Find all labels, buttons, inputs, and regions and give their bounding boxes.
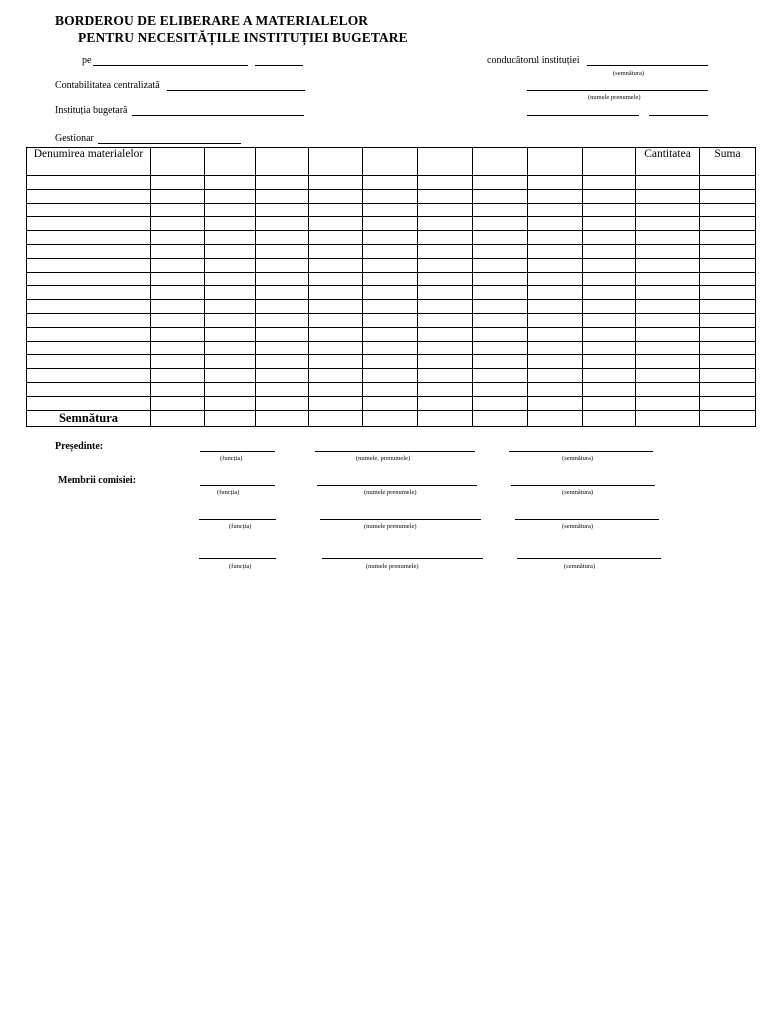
table-cell[interactable] [583, 217, 636, 231]
table-cell[interactable] [418, 369, 473, 383]
membru3-functia-field[interactable] [199, 558, 276, 559]
conducator-semnatura-caption: (semnătura) [613, 70, 645, 77]
table-cell[interactable] [363, 244, 418, 258]
signature-cell[interactable] [583, 410, 636, 426]
table-cell[interactable] [700, 313, 756, 327]
table-cell[interactable] [256, 176, 309, 190]
table-cell[interactable] [473, 369, 528, 383]
membru2-nume-caption: (numele prenumele) [364, 523, 417, 530]
membrii-label: Membrii comisiei: [58, 475, 137, 486]
presedinte-functia-field[interactable] [200, 451, 275, 452]
table-cell[interactable] [27, 327, 151, 341]
signature-cell[interactable] [363, 410, 418, 426]
table-cell[interactable] [27, 272, 151, 286]
table-cell[interactable] [700, 396, 756, 410]
table-cell[interactable] [151, 217, 205, 231]
table-cell[interactable] [636, 382, 700, 396]
header-col-4 [256, 148, 309, 176]
table-cell[interactable] [256, 272, 309, 286]
table-cell[interactable] [473, 355, 528, 369]
signature-cell[interactable] [205, 410, 256, 426]
table-cell[interactable] [309, 189, 363, 203]
header-col-8 [473, 148, 528, 176]
membru2-functia-field[interactable] [199, 519, 276, 520]
table-cell[interactable] [583, 355, 636, 369]
table-cell[interactable] [583, 244, 636, 258]
table-cell[interactable] [636, 341, 700, 355]
table-cell[interactable] [418, 189, 473, 203]
table-cell[interactable] [205, 217, 256, 231]
table-cell[interactable] [27, 286, 151, 300]
table-cell[interactable] [363, 396, 418, 410]
table-cell[interactable] [309, 369, 363, 383]
signature-cell[interactable] [256, 410, 309, 426]
table-cell[interactable] [583, 396, 636, 410]
table-cell[interactable] [151, 286, 205, 300]
table-cell[interactable] [418, 272, 473, 286]
pe-number-field[interactable] [255, 65, 303, 66]
table-cell[interactable] [583, 300, 636, 314]
table-cell[interactable] [363, 300, 418, 314]
header-suma: Suma [700, 148, 756, 176]
table-row [27, 231, 756, 245]
table-cell[interactable] [700, 203, 756, 217]
table-cell[interactable] [473, 396, 528, 410]
table-cell[interactable] [205, 272, 256, 286]
table-row [27, 244, 756, 258]
table-cell[interactable] [473, 272, 528, 286]
table-row [27, 369, 756, 383]
table-cell[interactable] [309, 272, 363, 286]
signature-row [27, 410, 756, 426]
table-cell[interactable] [583, 189, 636, 203]
membru2-nume-field[interactable] [320, 519, 481, 520]
table-row [27, 355, 756, 369]
table-cell[interactable] [27, 203, 151, 217]
table-cell[interactable] [205, 244, 256, 258]
table-cell[interactable] [256, 341, 309, 355]
presedinte-label: Președinte: [55, 441, 104, 452]
conducator-numele-caption: (numele prenumele) [588, 94, 641, 101]
table-cell[interactable] [418, 396, 473, 410]
membru3-nume-caption: (numele prenumele) [366, 563, 419, 570]
table-cell[interactable] [256, 258, 309, 272]
table-cell[interactable] [205, 355, 256, 369]
header-col-5 [309, 148, 363, 176]
table-cell[interactable] [309, 244, 363, 258]
table-cell[interactable] [636, 244, 700, 258]
table-cell[interactable] [27, 369, 151, 383]
table-cell[interactable] [309, 396, 363, 410]
right-field-a[interactable] [527, 115, 639, 116]
table-cell[interactable] [27, 382, 151, 396]
table-cell[interactable] [700, 300, 756, 314]
table-cell[interactable] [418, 176, 473, 190]
table-cell[interactable] [27, 244, 151, 258]
table-cell[interactable] [473, 203, 528, 217]
table-cell[interactable] [700, 369, 756, 383]
table-row [27, 176, 756, 190]
table-row [27, 327, 756, 341]
table-cell[interactable] [418, 341, 473, 355]
table-cell[interactable] [256, 327, 309, 341]
table-cell[interactable] [583, 341, 636, 355]
table-cell[interactable] [473, 341, 528, 355]
table-cell[interactable] [256, 313, 309, 327]
table-cell[interactable] [473, 189, 528, 203]
table-cell[interactable] [528, 258, 583, 272]
table-cell[interactable] [256, 244, 309, 258]
table-cell[interactable] [473, 300, 528, 314]
materials-table [26, 147, 756, 427]
membru2-functia-caption: (funcția) [229, 523, 252, 530]
table-cell[interactable] [205, 189, 256, 203]
table-cell[interactable] [256, 189, 309, 203]
presedinte-nume-caption: (numele, prenumele) [356, 455, 411, 462]
table-row [27, 189, 756, 203]
table-cell[interactable] [528, 244, 583, 258]
table-cell[interactable] [418, 258, 473, 272]
table-cell[interactable] [309, 341, 363, 355]
table-cell[interactable] [151, 203, 205, 217]
table-cell[interactable] [309, 300, 363, 314]
signature-cell[interactable] [151, 410, 205, 426]
signature-cell[interactable] [700, 410, 756, 426]
table-cell[interactable] [151, 300, 205, 314]
table-cell[interactable] [473, 176, 528, 190]
table-cell[interactable] [309, 313, 363, 327]
conducator-name-field[interactable] [527, 90, 708, 91]
membru1-nume-caption: (numele prenumele) [364, 489, 417, 496]
table-cell[interactable] [473, 231, 528, 245]
table-cell[interactable] [27, 396, 151, 410]
table-cell[interactable] [528, 176, 583, 190]
table-cell[interactable] [363, 327, 418, 341]
presedinte-semnatura-field[interactable] [509, 451, 653, 452]
table-cell[interactable] [363, 313, 418, 327]
table-cell[interactable] [528, 382, 583, 396]
header-col-6 [363, 148, 418, 176]
table-cell[interactable] [205, 396, 256, 410]
table-cell[interactable] [636, 286, 700, 300]
table-row [27, 203, 756, 217]
table-cell[interactable] [151, 341, 205, 355]
table-cell[interactable] [205, 313, 256, 327]
table-cell[interactable] [205, 176, 256, 190]
table-cell[interactable] [636, 189, 700, 203]
table-cell[interactable] [256, 217, 309, 231]
table-cell[interactable] [27, 189, 151, 203]
table-cell[interactable] [418, 313, 473, 327]
table-cell[interactable] [256, 300, 309, 314]
table-row [27, 300, 756, 314]
table-cell[interactable] [636, 313, 700, 327]
table-cell[interactable] [309, 286, 363, 300]
table-cell[interactable] [363, 382, 418, 396]
table-cell[interactable] [151, 313, 205, 327]
table-cell[interactable] [700, 341, 756, 355]
table-cell[interactable] [27, 300, 151, 314]
membru1-functia-field[interactable] [200, 485, 275, 486]
table-cell[interactable] [528, 286, 583, 300]
table-row [27, 272, 756, 286]
presedinte-nume-field[interactable] [315, 451, 475, 452]
signature-cell[interactable] [528, 410, 583, 426]
table-cell[interactable] [256, 355, 309, 369]
table-cell[interactable] [309, 327, 363, 341]
table-cell[interactable] [309, 382, 363, 396]
document-title-line1: BORDEROU DE ELIBERARE A MATERIALELOR [55, 13, 369, 28]
table-cell[interactable] [363, 203, 418, 217]
table-cell[interactable] [309, 203, 363, 217]
table-cell[interactable] [528, 396, 583, 410]
table-cell[interactable] [583, 203, 636, 217]
table-cell[interactable] [418, 300, 473, 314]
table-cell[interactable] [636, 327, 700, 341]
table-cell[interactable] [205, 300, 256, 314]
table-cell[interactable] [151, 244, 205, 258]
table-cell[interactable] [636, 176, 700, 190]
table-cell[interactable] [700, 272, 756, 286]
table-cell[interactable] [528, 355, 583, 369]
table-cell[interactable] [256, 286, 309, 300]
presedinte-functia-caption: (funcția) [220, 455, 243, 462]
table-cell[interactable] [418, 217, 473, 231]
table-cell[interactable] [418, 355, 473, 369]
table-cell[interactable] [636, 272, 700, 286]
institutia-label: Instituția bugetară [55, 105, 128, 116]
table-row [27, 286, 756, 300]
table-cell[interactable] [309, 176, 363, 190]
table-cell[interactable] [528, 272, 583, 286]
table-row [27, 382, 756, 396]
table-cell[interactable] [583, 176, 636, 190]
table-cell[interactable] [418, 382, 473, 396]
table-cell[interactable] [27, 176, 151, 190]
membru3-functia-caption: (funcția) [229, 563, 252, 570]
table-cell[interactable] [418, 231, 473, 245]
contabilitatea-label: Contabilitatea centralizată [55, 80, 160, 91]
table-cell[interactable] [583, 327, 636, 341]
table-cell[interactable] [205, 327, 256, 341]
table-cell[interactable] [583, 313, 636, 327]
presedinte-semnatura-caption: (semnătura) [562, 455, 594, 462]
membru1-functia-caption: (funcția) [217, 489, 240, 496]
pe-label: pe [82, 55, 92, 66]
table-cell[interactable] [151, 396, 205, 410]
table-cell[interactable] [636, 300, 700, 314]
table-row [27, 217, 756, 231]
table-cell[interactable] [309, 217, 363, 231]
table-cell[interactable] [205, 203, 256, 217]
table-cell[interactable] [528, 327, 583, 341]
table-cell[interactable] [27, 355, 151, 369]
contabilitatea-field[interactable] [167, 90, 305, 91]
header-denumirea: Denumirea materialelor [27, 148, 151, 176]
table-cell[interactable] [151, 272, 205, 286]
table-cell[interactable] [583, 382, 636, 396]
table-cell[interactable] [151, 382, 205, 396]
table-cell[interactable] [418, 244, 473, 258]
membru3-nume-field[interactable] [322, 558, 483, 559]
conducator-field[interactable] [587, 65, 708, 66]
table-cell[interactable] [256, 231, 309, 245]
table-cell[interactable] [700, 258, 756, 272]
table-cell[interactable] [583, 369, 636, 383]
table-cell[interactable] [256, 382, 309, 396]
table-cell[interactable] [473, 286, 528, 300]
table-cell[interactable] [256, 369, 309, 383]
table-cell[interactable] [636, 396, 700, 410]
table-cell[interactable] [528, 369, 583, 383]
table-cell[interactable] [700, 231, 756, 245]
table-cell[interactable] [363, 272, 418, 286]
table-cell[interactable] [583, 231, 636, 245]
membru1-semnatura-caption: (semnătura) [562, 489, 594, 496]
signature-row-label: Semnătura [27, 410, 151, 426]
table-cell[interactable] [473, 327, 528, 341]
table-cell[interactable] [473, 313, 528, 327]
table-cell[interactable] [473, 258, 528, 272]
table-cell[interactable] [151, 327, 205, 341]
signature-cell[interactable] [473, 410, 528, 426]
table-cell[interactable] [528, 217, 583, 231]
table-cell[interactable] [151, 189, 205, 203]
pe-date-field[interactable] [93, 65, 248, 66]
header-col-2 [151, 148, 205, 176]
header-col-7 [418, 148, 473, 176]
table-cell[interactable] [256, 396, 309, 410]
membru1-semnatura-field[interactable] [511, 485, 655, 486]
institutia-field[interactable] [132, 115, 304, 116]
table-cell[interactable] [528, 203, 583, 217]
membru2-semnatura-caption: (semnătura) [562, 523, 594, 530]
table-cell[interactable] [309, 258, 363, 272]
table-cell[interactable] [636, 355, 700, 369]
table-cell[interactable] [256, 203, 309, 217]
table-cell[interactable] [27, 341, 151, 355]
table-cell[interactable] [418, 286, 473, 300]
table-cell[interactable] [700, 217, 756, 231]
table-cell[interactable] [418, 203, 473, 217]
signature-cell[interactable] [309, 410, 363, 426]
signature-cell[interactable] [636, 410, 700, 426]
table-row [27, 313, 756, 327]
table-cell[interactable] [418, 327, 473, 341]
table-cell[interactable] [205, 341, 256, 355]
gestionar-label: Gestionar [55, 133, 94, 144]
table-cell[interactable] [27, 217, 151, 231]
table-cell[interactable] [151, 355, 205, 369]
table-cell[interactable] [363, 231, 418, 245]
table-cell[interactable] [636, 258, 700, 272]
table-cell[interactable] [700, 327, 756, 341]
table-cell[interactable] [27, 231, 151, 245]
signature-cell[interactable] [418, 410, 473, 426]
table-cell[interactable] [151, 258, 205, 272]
table-cell[interactable] [473, 382, 528, 396]
table-cell[interactable] [528, 300, 583, 314]
header-col-3 [205, 148, 256, 176]
document-title-line2: PENTRU NECESITĂȚILE INSTITUȚIEI BUGETARE [78, 30, 408, 45]
membru2-semnatura-field[interactable] [515, 519, 659, 520]
table-cell[interactable] [151, 369, 205, 383]
table-cell[interactable] [205, 231, 256, 245]
table-cell[interactable] [636, 203, 700, 217]
header-col-10 [583, 148, 636, 176]
table-cell[interactable] [636, 369, 700, 383]
table-cell[interactable] [528, 313, 583, 327]
table-cell[interactable] [473, 244, 528, 258]
table-cell[interactable] [309, 355, 363, 369]
membru3-semnatura-caption: (semnătura) [564, 563, 596, 570]
table-row [27, 341, 756, 355]
right-field-b[interactable] [649, 115, 708, 116]
membru1-nume-field[interactable] [317, 485, 477, 486]
table-cell[interactable] [363, 176, 418, 190]
table-cell[interactable] [700, 355, 756, 369]
table-cell[interactable] [583, 258, 636, 272]
table-cell[interactable] [205, 286, 256, 300]
table-cell[interactable] [636, 217, 700, 231]
table-cell[interactable] [583, 272, 636, 286]
table-cell[interactable] [700, 286, 756, 300]
table-cell[interactable] [151, 231, 205, 245]
membru3-semnatura-field[interactable] [517, 558, 661, 559]
table-cell[interactable] [309, 231, 363, 245]
table-cell[interactable] [700, 244, 756, 258]
table-cell[interactable] [528, 341, 583, 355]
table-cell[interactable] [583, 286, 636, 300]
table-cell[interactable] [27, 313, 151, 327]
header-cantitatea: Cantitatea [636, 148, 700, 176]
table-cell[interactable] [636, 231, 700, 245]
table-cell[interactable] [363, 355, 418, 369]
table-header-row [27, 148, 756, 176]
conducator-label: conducătorul instituției [487, 55, 580, 66]
table-row [27, 258, 756, 272]
table-cell[interactable] [363, 286, 418, 300]
table-cell[interactable] [700, 189, 756, 203]
table-cell[interactable] [528, 189, 583, 203]
table-cell[interactable] [205, 258, 256, 272]
table-cell[interactable] [363, 369, 418, 383]
table-cell[interactable] [700, 382, 756, 396]
table-cell[interactable] [205, 369, 256, 383]
table-cell[interactable] [700, 176, 756, 190]
table-cell[interactable] [528, 231, 583, 245]
table-cell[interactable] [473, 217, 528, 231]
table-cell[interactable] [363, 189, 418, 203]
table-cell[interactable] [205, 382, 256, 396]
table-cell[interactable] [363, 217, 418, 231]
gestionar-field[interactable] [98, 143, 241, 144]
table-cell[interactable] [27, 258, 151, 272]
table-cell[interactable] [151, 176, 205, 190]
table-cell[interactable] [363, 258, 418, 272]
table-row [27, 396, 756, 410]
header-col-9 [528, 148, 583, 176]
table-cell[interactable] [363, 341, 418, 355]
